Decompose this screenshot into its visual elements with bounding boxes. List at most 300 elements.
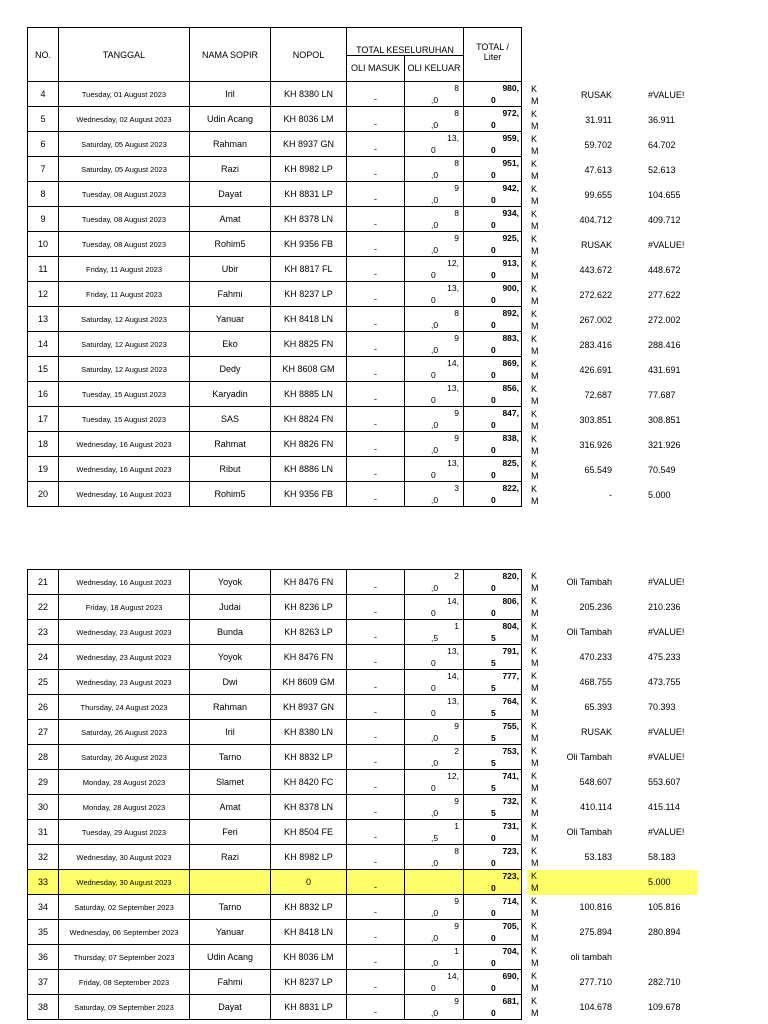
side-value-b: 553.607 [648,777,681,787]
table-row [28,307,522,332]
table-row [28,232,522,257]
cell-nama-sopir: Judai [190,595,271,620]
side-value-a: 31.911 [585,115,612,125]
side-value-a: 272.622 [579,290,612,300]
cell-total-liter: 777, 5 [464,670,522,695]
side-value-a: 99.655 [584,190,612,200]
cell-nama-sopir: Razi [190,845,271,870]
side-value-a: 65.549 [584,465,612,475]
table-row [28,157,522,182]
cell-total-liter: 825, 0 [464,457,522,482]
cell-oli-masuk: - [347,820,405,845]
cell-nama-sopir: SAS [190,407,271,432]
header-nama-sopir: NAMA SOPIR [190,28,271,82]
cell-total-liter: 804, 5 [464,620,522,645]
cell-total-liter: 869, 0 [464,357,522,382]
km-unit-label: K M [531,646,539,668]
side-calc-row [527,870,697,895]
side-value-b: 280.894 [648,927,681,937]
table-row [28,407,522,432]
side-value-b: 58.183 [648,852,676,862]
side-value-a: 100.816 [579,902,612,912]
cell-total-liter: 900, 0 [464,282,522,307]
cell-no: 16 [28,382,59,407]
side-value-b: #VALUE! [648,727,685,737]
cell-total-liter: 723, 0 [464,870,522,895]
cell-oli-masuk: - [347,207,405,232]
cell-total-liter: 820, 0 [464,570,522,595]
cell-nama-sopir: Ribut [190,457,271,482]
side-value-a: 410.114 [580,802,612,812]
table-row [28,570,522,595]
cell-tanggal: Friday, 11 August 2023 [59,257,190,282]
cell-oli-masuk: - [347,570,405,595]
side-value-a: 104.678 [579,1002,612,1012]
km-unit-label: K M [531,409,539,431]
side-value-a: Oli Tambah [566,577,612,587]
cell-nopol: KH 9356 FB [271,232,347,257]
side-value-b: #VALUE! [648,240,685,250]
side-value-b: 52.613 [648,165,676,175]
cell-total-liter: 741, 5 [464,770,522,795]
cell-oli-keluar [405,870,464,895]
oil-log-table [27,27,522,507]
cell-no: 14 [28,332,59,357]
header-tanggal: TANGGAL [59,28,190,82]
cell-tanggal: Saturday, 26 August 2023 [59,745,190,770]
cell-nopol: KH 8885 LN [271,382,347,407]
cell-tanggal: Saturday, 02 September 2023 [59,895,190,920]
side-value-b: #VALUE! [648,752,685,762]
cell-nama-sopir: Amat [190,795,271,820]
cell-nama-sopir: Udin Acang [190,107,271,132]
side-calc-row [527,483,697,508]
cell-oli-keluar: 14, 0 [405,970,464,995]
cell-nopol: 0 [271,870,347,895]
km-unit-label: K M [531,821,539,843]
cell-total-liter: 856, 0 [464,382,522,407]
km-unit-label: K M [531,359,539,381]
table-row [28,995,522,1020]
cell-nama-sopir: Eko [190,332,271,357]
cell-nama-sopir: Slamet [190,770,271,795]
cell-nama-sopir: Fahmi [190,282,271,307]
cell-nopol: KH 8476 FN [271,645,347,670]
cell-tanggal: Wednesday, 23 August 2023 [59,645,190,670]
cell-tanggal: Thursday, 07 September 2023 [59,945,190,970]
cell-oli-masuk: - [347,482,405,507]
side-value-b: 409.712 [648,215,681,225]
cell-tanggal: Saturday, 05 August 2023 [59,157,190,182]
side-calc-row [527,183,697,208]
cell-no: 35 [28,920,59,945]
cell-oli-keluar: 13, 0 [405,282,464,307]
side-value-a: 59.702 [584,140,612,150]
cell-tanggal: Saturday, 12 August 2023 [59,332,190,357]
cell-no: 17 [28,407,59,432]
cell-oli-keluar: 13, 0 [405,382,464,407]
cell-nama-sopir: Rahmat [190,432,271,457]
km-unit-label: K M [531,871,539,893]
side-value-a: 404.712 [579,215,612,225]
cell-no: 10 [28,232,59,257]
table-row [28,745,522,770]
cell-tanggal: Wednesday, 16 August 2023 [59,570,190,595]
table-row [28,845,522,870]
cell-oli-masuk: - [347,257,405,282]
cell-total-liter: 705, 0 [464,920,522,945]
cell-no: 13 [28,307,59,332]
side-value-b: 282.710 [648,977,681,987]
side-value-a: 277.710 [579,977,612,987]
header-oli-keluar: OLI KELUAR [405,56,464,82]
cell-total-liter: 731, 0 [464,820,522,845]
cell-nama-sopir: Ubir [190,257,271,282]
km-unit-label: K M [531,459,539,481]
side-value-a: 283.416 [579,340,612,350]
cell-tanggal: Wednesday, 30 August 2023 [59,845,190,870]
cell-tanggal: Tuesday, 29 August 2023 [59,820,190,845]
cell-no: 25 [28,670,59,695]
cell-nopol: KH 8420 FC [271,770,347,795]
side-value-a: Oli Tambah [566,627,612,637]
cell-no: 38 [28,995,59,1020]
cell-oli-keluar: 1 ,5 [405,820,464,845]
cell-nopol: KH 9356 FB [271,482,347,507]
cell-oli-keluar: 8 ,0 [405,107,464,132]
cell-oli-keluar: 14, 0 [405,595,464,620]
cell-nama-sopir: Dayat [190,182,271,207]
cell-nama-sopir: Tarno [190,745,271,770]
cell-nopol: KH 8418 LN [271,307,347,332]
side-value-b: 415.114 [648,802,680,812]
cell-no: 32 [28,845,59,870]
cell-nopol: KH 8036 LM [271,945,347,970]
cell-nopol: KH 8982 LP [271,157,347,182]
km-unit-label: K M [531,971,539,993]
side-calc-row [527,408,697,433]
cell-oli-masuk: - [347,457,405,482]
cell-oli-keluar: 12, 0 [405,257,464,282]
header-nopol: NOPOL [271,28,347,82]
cell-no: 15 [28,357,59,382]
cell-oli-keluar: 1 ,0 [405,945,464,970]
cell-oli-keluar: 2 ,0 [405,745,464,770]
cell-oli-keluar: 9 ,0 [405,720,464,745]
cell-total-liter: 838, 0 [464,432,522,457]
side-value-b: 5.000 [648,490,671,500]
cell-total-liter: 925, 0 [464,232,522,257]
cell-no: 18 [28,432,59,457]
cell-tanggal: Wednesday, 16 August 2023 [59,432,190,457]
km-unit-label: K M [531,996,539,1018]
cell-no: 7 [28,157,59,182]
cell-nopol: KH 8236 LP [271,595,347,620]
side-calc-row [527,333,697,358]
cell-no: 5 [28,107,59,132]
cell-no: 34 [28,895,59,920]
cell-oli-keluar: 1 ,5 [405,620,464,645]
cell-tanggal: Tuesday, 15 August 2023 [59,382,190,407]
cell-oli-masuk: - [347,82,405,107]
cell-oli-keluar: 8 ,0 [405,207,464,232]
table-row [28,595,522,620]
side-calc-row [527,620,697,645]
table-row [28,182,522,207]
side-value-a: RUSAK [580,90,612,100]
cell-tanggal: Friday, 08 September 2023 [59,970,190,995]
cell-nopol: KH 8937 GN [271,132,347,157]
side-calc-row [527,845,697,870]
header-no: NO. [28,28,59,82]
cell-nama-sopir: Dwi [190,670,271,695]
cell-tanggal: Wednesday, 30 August 2023 [59,870,190,895]
cell-nama-sopir: Iril [190,82,271,107]
table-row [28,720,522,745]
cell-no: 4 [28,82,59,107]
km-unit-label: K M [531,771,539,793]
cell-nama-sopir: Yoyok [190,645,271,670]
cell-oli-masuk: - [347,432,405,457]
side-value-b: 475.233 [648,652,681,662]
cell-tanggal: Tuesday, 01 August 2023 [59,82,190,107]
cell-tanggal: Thursday, 24 August 2023 [59,695,190,720]
cell-oli-masuk: - [347,770,405,795]
table-row [28,482,522,507]
cell-nama-sopir: Yanuar [190,920,271,945]
km-unit-label: K M [531,946,539,968]
side-value-a: 443.672 [579,265,612,275]
cell-total-liter: 972, 0 [464,107,522,132]
side-calc-row [527,670,697,695]
cell-nama-sopir: Feri [190,820,271,845]
cell-tanggal: Saturday, 05 August 2023 [59,132,190,157]
cell-tanggal: Tuesday, 08 August 2023 [59,207,190,232]
cell-total-liter: 755, 5 [464,720,522,745]
cell-nama-sopir: Fahmi [190,970,271,995]
side-value-b: 36.911 [648,115,675,125]
side-value-a: 470.233 [579,652,612,662]
cell-oli-masuk: - [347,620,405,645]
cell-oli-keluar: 9 ,0 [405,232,464,257]
cell-no: 37 [28,970,59,995]
side-calc-row [527,720,697,745]
cell-tanggal: Tuesday, 08 August 2023 [59,182,190,207]
km-unit-label: K M [531,309,539,331]
cell-total-liter: 883, 0 [464,332,522,357]
side-value-b: 288.416 [648,340,681,350]
cell-oli-masuk: - [347,795,405,820]
cell-oli-masuk: - [347,595,405,620]
cell-oli-masuk: - [347,382,405,407]
cell-oli-masuk: - [347,232,405,257]
cell-nopol: KH 8817 FL [271,257,347,282]
side-value-b: 109.678 [648,1002,681,1012]
cell-total-liter: 791, 5 [464,645,522,670]
cell-tanggal: Saturday, 12 August 2023 [59,357,190,382]
side-value-b: 473.755 [648,677,681,687]
cell-oli-keluar: 8 ,0 [405,845,464,870]
cell-oli-masuk: - [347,645,405,670]
cell-nopol: KH 8263 LP [271,620,347,645]
cell-oli-masuk: - [347,407,405,432]
side-calc-row [527,995,697,1020]
cell-no: 22 [28,595,59,620]
cell-oli-masuk: - [347,157,405,182]
cell-no: 23 [28,620,59,645]
km-unit-label: K M [531,259,539,281]
cell-nopol: KH 8832 LP [271,745,347,770]
km-unit-label: K M [531,109,539,131]
km-unit-label: K M [531,284,539,306]
km-unit-label: K M [531,84,539,106]
side-value-b: #VALUE! [648,90,685,100]
table-row [28,795,522,820]
header-total-keseluruhan: TOTAL KESELURUHAN [347,28,464,56]
side-value-b: #VALUE! [648,827,685,837]
cell-oli-masuk: - [347,870,405,895]
cell-oli-keluar: 9 ,0 [405,795,464,820]
cell-total-liter: 847, 0 [464,407,522,432]
km-unit-label: K M [531,134,539,156]
km-unit-label: K M [531,434,539,456]
cell-nama-sopir: Yanuar [190,307,271,332]
cell-total-liter: 764, 5 [464,695,522,720]
cell-nama-sopir: Razi [190,157,271,182]
table-row [28,382,522,407]
table-row [28,870,522,895]
side-value-a: 205.236 [579,602,612,612]
side-value-a: 316.926 [579,440,612,450]
cell-nopol: KH 8982 LP [271,845,347,870]
km-unit-label: K M [531,484,539,506]
cell-nopol: KH 8237 LP [271,970,347,995]
side-value-a: Oli Tambah [566,752,612,762]
km-unit-label: K M [531,746,539,768]
cell-tanggal: Saturday, 26 August 2023 [59,720,190,745]
cell-oli-masuk: - [347,970,405,995]
cell-nopol: KH 8378 LN [271,795,347,820]
side-calc-row [527,208,697,233]
cell-nama-sopir: Dedy [190,357,271,382]
cell-tanggal: Wednesday, 02 August 2023 [59,107,190,132]
cell-nopol: KH 8937 GN [271,695,347,720]
cell-nopol: KH 8380 LN [271,720,347,745]
km-unit-label: K M [531,671,539,693]
cell-no: 27 [28,720,59,745]
cell-oli-masuk: - [347,920,405,945]
cell-nopol: KH 8418 LN [271,920,347,945]
cell-oli-keluar: 9 ,0 [405,995,464,1020]
cell-total-liter: 714, 0 [464,895,522,920]
table-row [28,695,522,720]
table-row [28,820,522,845]
cell-nopol: KH 8036 LM [271,107,347,132]
side-value-a: 72.687 [584,390,612,400]
table-row [28,645,522,670]
cell-oli-keluar: 13, 0 [405,645,464,670]
side-calc-row [527,233,697,258]
side-calc-row [527,595,697,620]
cell-oli-masuk: - [347,745,405,770]
cell-total-liter: 806, 0 [464,595,522,620]
cell-oli-keluar: 8 ,0 [405,307,464,332]
km-unit-label: K M [531,571,539,593]
cell-tanggal: Tuesday, 15 August 2023 [59,407,190,432]
cell-tanggal: Monday, 28 August 2023 [59,795,190,820]
cell-total-liter: 732, 5 [464,795,522,820]
side-value-a: 65.393 [584,702,612,712]
km-unit-label: K M [531,696,539,718]
side-value-a: - [609,490,612,500]
cell-oli-masuk: - [347,895,405,920]
side-value-a: 303.851 [579,415,612,425]
cell-oli-keluar: 13, 0 [405,695,464,720]
cell-no: 8 [28,182,59,207]
cell-nopol: KH 8380 LN [271,82,347,107]
cell-oli-keluar: 9 ,0 [405,920,464,945]
side-calc-row [527,920,697,945]
table-row [28,620,522,645]
side-value-a: 468.755 [579,677,612,687]
cell-no: 30 [28,795,59,820]
side-value-b: 277.622 [648,290,681,300]
side-value-b: #VALUE! [648,627,685,637]
cell-nopol: KH 8831 LP [271,995,347,1020]
side-calc-row [527,283,697,308]
cell-oli-keluar: 9 ,0 [405,432,464,457]
cell-nama-sopir: Dayat [190,995,271,1020]
side-calc-row [527,358,697,383]
cell-nopol: KH 8886 LN [271,457,347,482]
side-value-a: Oli Tambah [566,827,612,837]
side-value-a: RUSAK [580,727,612,737]
cell-nama-sopir: Tarno [190,895,271,920]
cell-oli-masuk: - [347,695,405,720]
side-value-b: 70.393 [648,702,676,712]
km-unit-label: K M [531,621,539,643]
cell-oli-masuk: - [347,307,405,332]
cell-no: 11 [28,257,59,282]
table-row [28,82,522,107]
side-calc-row [527,945,697,970]
cell-oli-keluar: 2 ,0 [405,570,464,595]
km-unit-label: K M [531,209,539,231]
cell-no: 6 [28,132,59,157]
cell-oli-keluar: 8 ,0 [405,157,464,182]
table-row [28,895,522,920]
cell-oli-masuk: - [347,182,405,207]
side-value-b: 321.926 [648,440,681,450]
table-row [28,332,522,357]
side-calc-row [527,308,697,333]
cell-no: 12 [28,282,59,307]
km-unit-label: K M [531,234,539,256]
cell-oli-masuk: - [347,132,405,157]
side-calc-row [527,895,697,920]
cell-oli-masuk: - [347,845,405,870]
cell-oli-masuk: - [347,670,405,695]
side-value-a: 47.613 [584,165,612,175]
cell-nama-sopir: Rohim5 [190,482,271,507]
side-value-b: 5.000 [648,877,671,887]
cell-no: 20 [28,482,59,507]
side-calc-row [527,133,697,158]
km-unit-label: K M [531,384,539,406]
cell-oli-keluar: 3 ,0 [405,482,464,507]
side-calc-row [527,570,697,595]
side-value-b: 77.687 [648,390,676,400]
